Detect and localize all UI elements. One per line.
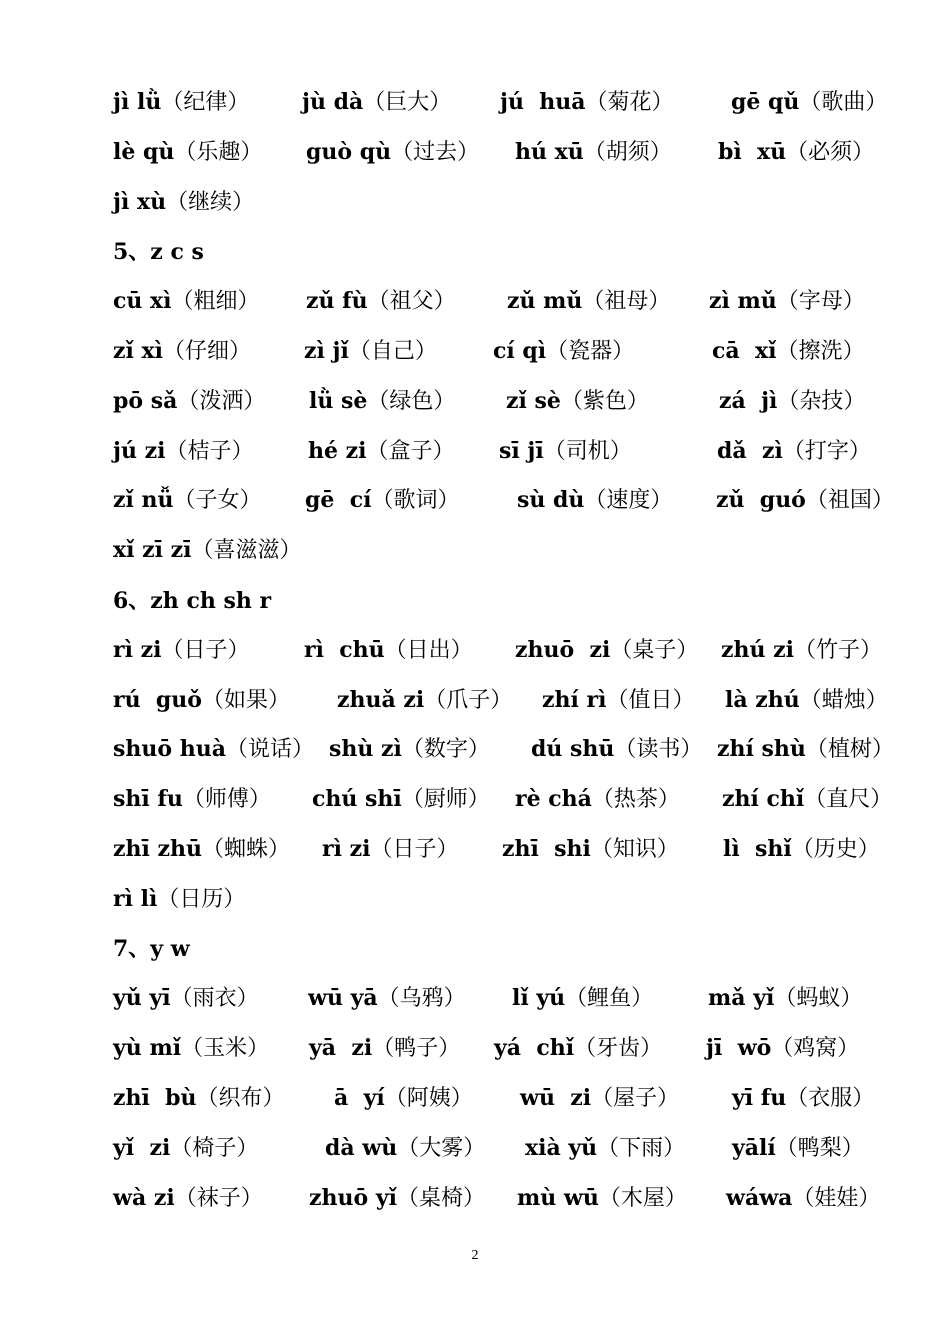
- word-entry: lǜ sè（绿色）: [309, 388, 456, 414]
- word-entry: lǐ yú（鲤鱼）: [512, 985, 654, 1011]
- section-heading: 6、zh ch sh r: [113, 588, 272, 614]
- word-entry: wū zi（屋子）: [520, 1085, 680, 1111]
- word-entry: shù zì（数字）: [329, 736, 490, 762]
- word-entry: zhí shù（植树）: [717, 736, 894, 762]
- word-row: [113, 630, 903, 670]
- word-entry: cí qì（瓷器）: [493, 338, 635, 364]
- word-entry: dǎ zì（打字）: [717, 438, 871, 464]
- word-entry: yǔ yī（雨衣）: [113, 985, 259, 1011]
- word-entry: rì chū（日出）: [304, 637, 473, 663]
- word-entry: xǐ zī zī（喜滋滋）: [113, 537, 302, 563]
- word-entry: dà wù（大雾）: [325, 1135, 486, 1161]
- word-entry: yù mǐ（玉米）: [113, 1035, 270, 1061]
- word-entry: sù dù（速度）: [517, 487, 673, 513]
- word-entry: zǐ sè（紫色）: [506, 388, 649, 414]
- word-entry: chú shī（厨师）: [312, 786, 490, 812]
- word-entry: pō sǎ（泼洒）: [113, 388, 266, 414]
- word-entry: jī wō（鸡窝）: [706, 1035, 860, 1061]
- word-entry: gē qǔ（歌曲）: [731, 89, 888, 115]
- word-entry: zhuǎ zi（爪子）: [337, 687, 513, 713]
- word-entry: wū yā（乌鸦）: [308, 985, 466, 1011]
- word-entry: zhī zhū（蜘蛛）: [113, 836, 291, 862]
- word-entry: ā yí（阿姨）: [334, 1085, 473, 1111]
- word-entry: là zhú（蜡烛）: [725, 687, 888, 713]
- word-entry: rì lì（日历）: [113, 886, 246, 912]
- word-entry: gē cí（歌词）: [305, 487, 460, 513]
- word-entry: cā xǐ（擦洗）: [712, 338, 865, 364]
- word-entry: zhú zi（竹子）: [721, 637, 883, 663]
- word-entry: cū xì（粗细）: [113, 288, 260, 314]
- word-entry: bì xū（必须）: [718, 139, 875, 165]
- word-entry: zǔ mǔ（祖母）: [507, 288, 671, 314]
- word-entry: jú huā（菊花）: [500, 89, 674, 115]
- word-row: [113, 281, 903, 321]
- word-entry: zhí rì（值日）: [542, 687, 695, 713]
- word-entry: zì jǐ（自己）: [304, 338, 437, 364]
- word-row: [113, 381, 903, 421]
- word-entry: hé zi（盒子）: [308, 438, 455, 464]
- word-entry: zì mǔ（字母）: [709, 288, 865, 314]
- word-entry: rì zi（日子）: [113, 637, 250, 663]
- section-heading: 7、y w: [113, 936, 190, 962]
- word-row: [113, 82, 903, 122]
- word-row: [113, 182, 903, 222]
- word-entry: mǎ yǐ（蚂蚁）: [708, 985, 863, 1011]
- word-entry: zhī bù（织布）: [113, 1085, 285, 1111]
- word-row: [113, 680, 903, 720]
- word-entry: zǔ guó（祖国）: [716, 487, 894, 513]
- word-row: [113, 829, 903, 869]
- word-entry: yī fu（衣服）: [732, 1085, 875, 1111]
- word-row: [113, 331, 903, 371]
- word-entry: xià yǔ（下雨）: [525, 1135, 686, 1161]
- word-entry: zǔ fù（祖父）: [306, 288, 456, 314]
- word-entry: dú shū（读书）: [531, 736, 703, 762]
- section-heading: 5、z c s: [113, 239, 204, 265]
- word-row: [113, 431, 903, 471]
- word-row: [113, 1028, 903, 1068]
- word-entry: shuō huà（说话）: [113, 736, 314, 762]
- word-entry: yā zi（鸭子）: [309, 1035, 461, 1061]
- word-entry: jì lǜ（纪律）: [113, 89, 250, 115]
- word-entry: lè qù（乐趣）: [113, 139, 263, 165]
- word-entry: rú guǒ（如果）: [113, 687, 290, 713]
- word-entry: guò qù（过去）: [306, 139, 480, 165]
- word-row: [113, 1128, 903, 1168]
- word-row: [113, 879, 903, 919]
- word-entry: zhuō yǐ（桌椅）: [309, 1185, 485, 1211]
- word-entry: zǐ xì（仔细）: [113, 338, 251, 364]
- word-entry: rè chá（热茶）: [515, 786, 680, 812]
- word-entry: zá jì（杂技）: [719, 388, 866, 414]
- word-entry: zhī shi（知识）: [502, 836, 679, 862]
- word-entry: jì xù（继续）: [113, 189, 255, 215]
- word-entry: yālí（鸭梨）: [732, 1135, 864, 1161]
- word-row: [113, 1078, 903, 1118]
- page-number: 2: [471, 1248, 479, 1263]
- word-entry: jú zi（桔子）: [113, 438, 254, 464]
- word-entry: mù wū（木屋）: [517, 1185, 687, 1211]
- word-entry: wà zi（袜子）: [113, 1185, 263, 1211]
- word-entry: shī fu（师傅）: [113, 786, 271, 812]
- word-entry: zhí chǐ（直尺）: [722, 786, 893, 812]
- word-entry: zǐ nǚ（子女）: [113, 487, 262, 513]
- word-row: [113, 779, 903, 819]
- word-row: [113, 978, 903, 1018]
- word-entry: lì shǐ（历史）: [723, 836, 880, 862]
- word-entry: hú xū（胡须）: [515, 139, 672, 165]
- word-entry: rì zi（日子）: [322, 836, 459, 862]
- word-row: [113, 729, 903, 769]
- word-entry: jù dà（巨大）: [302, 89, 452, 115]
- word-row: [113, 530, 903, 570]
- word-row: [113, 1178, 903, 1218]
- word-entry: wáwa（娃娃）: [726, 1185, 881, 1211]
- word-row: [113, 480, 903, 520]
- word-entry: yá chǐ（牙齿）: [494, 1035, 663, 1061]
- word-entry: sī jī（司机）: [499, 438, 632, 464]
- word-entry: zhuō zi（桌子）: [515, 637, 699, 663]
- word-row: [113, 132, 903, 172]
- word-entry: yǐ zi（椅子）: [113, 1135, 259, 1161]
